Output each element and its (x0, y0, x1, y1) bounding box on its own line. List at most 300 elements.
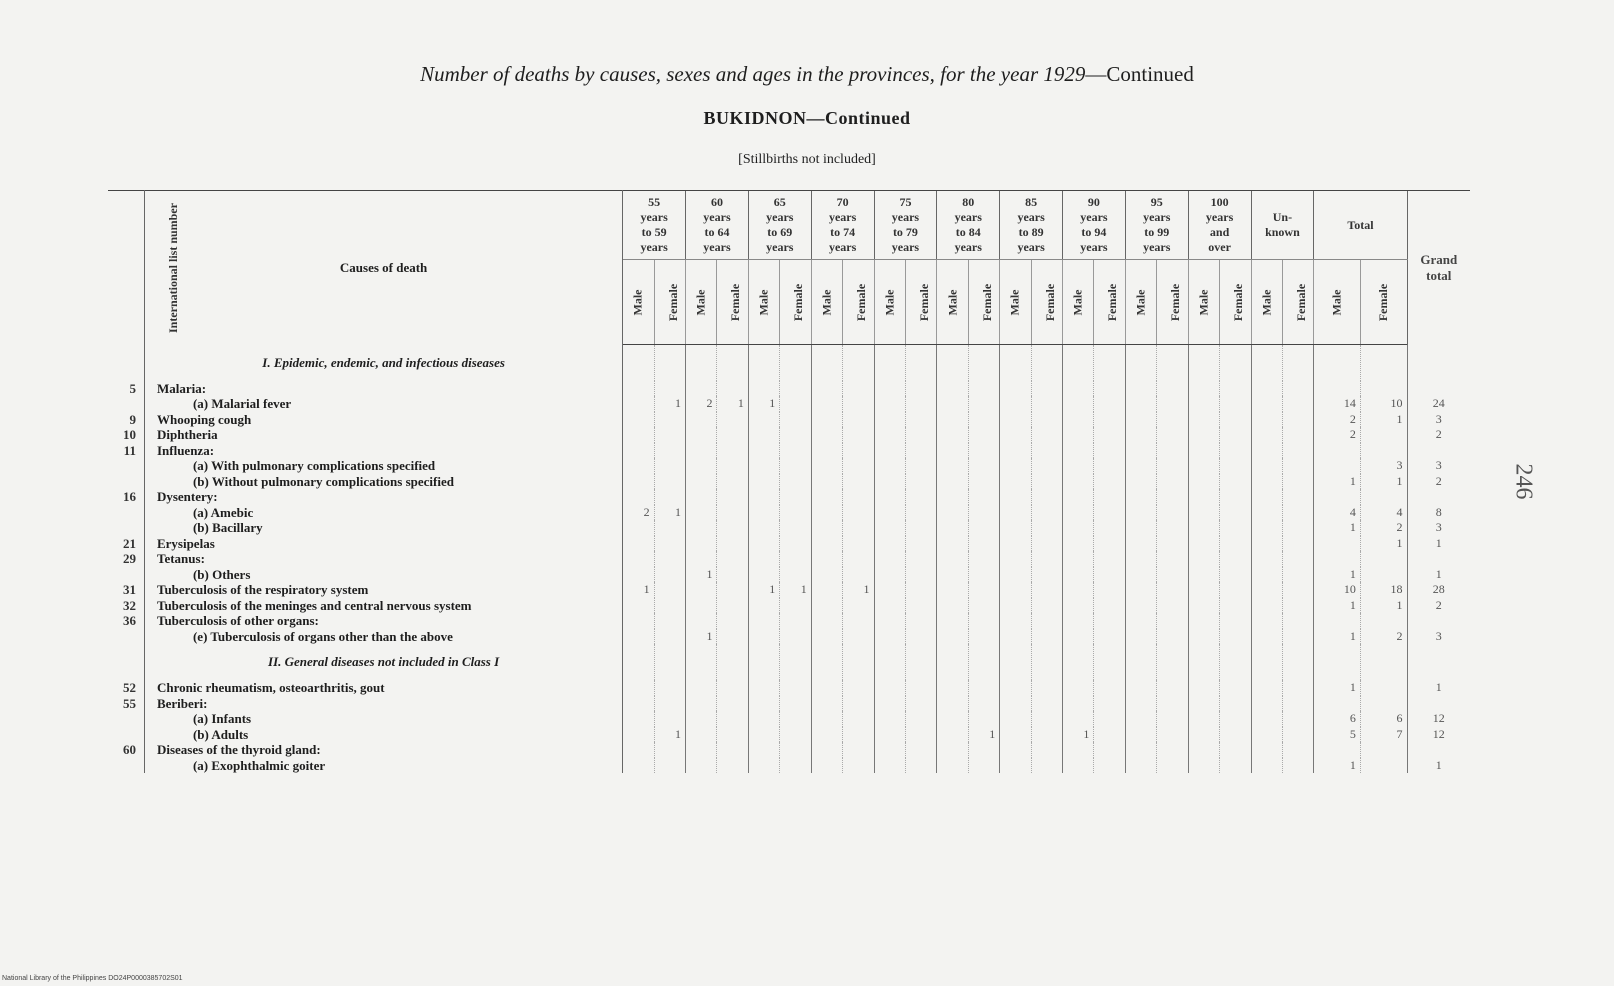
value-cell (1031, 613, 1062, 629)
value-cell (1282, 758, 1313, 774)
value-cell (1220, 629, 1251, 645)
value-cell (811, 613, 842, 629)
value-cell (1360, 680, 1407, 696)
value-cell (1220, 711, 1251, 727)
value-cell (874, 474, 905, 490)
value-cell (717, 696, 748, 712)
section-heading: II. General diseases not included in Class I (144, 644, 622, 680)
value-cell: 1 (1314, 629, 1361, 645)
value-cell (1188, 742, 1219, 758)
sex-label: Female (1376, 283, 1391, 322)
sex-label: Male (630, 289, 645, 316)
value-cell (1125, 520, 1156, 536)
value-cell (1282, 696, 1313, 712)
grand-total-cell: 3 (1407, 412, 1470, 428)
value-cell (1360, 567, 1407, 583)
value-cell (1063, 427, 1094, 443)
title-text: Number of deaths by causes, sexes and ages in the provinces, for the year 1929 (420, 62, 1086, 86)
intl-number (108, 758, 144, 774)
value-cell (1031, 567, 1062, 583)
age-group-line: years (703, 210, 731, 224)
value-cell (1360, 381, 1407, 397)
value-cell (1125, 505, 1156, 521)
value-cell: 1 (623, 582, 654, 598)
value-cell: 1 (1314, 598, 1361, 614)
value-cell (1220, 644, 1251, 680)
value-cell (1314, 536, 1361, 552)
value-cell (811, 629, 842, 645)
cause-label: (b) Others (144, 567, 622, 583)
value-cell (843, 536, 874, 552)
value-cell (1188, 443, 1219, 459)
value-cell (1251, 427, 1282, 443)
sex-label: Male (1007, 289, 1022, 316)
value-cell (1000, 381, 1031, 397)
value-cell (1094, 696, 1125, 712)
value-cell (1188, 474, 1219, 490)
value-cell (780, 474, 811, 490)
intl-list-header (108, 191, 181, 345)
value-cell (623, 696, 654, 712)
value-cell (843, 567, 874, 583)
sex-label: Male (1329, 289, 1344, 316)
value-cell: 2 (623, 505, 654, 521)
value-cell (717, 505, 748, 521)
value-cell (623, 489, 654, 505)
value-cell (623, 711, 654, 727)
age-group-line: years (828, 210, 857, 224)
value-cell (1282, 443, 1313, 459)
cause-label: Diseases of the thyroid gland: (144, 742, 622, 758)
value-cell (843, 629, 874, 645)
value-cell (1220, 381, 1251, 397)
value-cell (1063, 505, 1094, 521)
value-cell (748, 381, 779, 397)
table-row (108, 443, 1470, 459)
value-cell (1000, 412, 1031, 428)
value-cell (811, 742, 842, 758)
value-cell (1157, 412, 1188, 428)
value-cell (1125, 427, 1156, 443)
value-cell (1063, 345, 1094, 381)
value-cell (748, 644, 779, 680)
value-cell (1157, 696, 1188, 712)
value-cell (1031, 582, 1062, 598)
value-cell (623, 613, 654, 629)
value-cell (874, 551, 905, 567)
value-cell (1220, 520, 1251, 536)
value-cell (1360, 758, 1407, 774)
value-cell (1000, 644, 1031, 680)
value-cell (1157, 443, 1188, 459)
value-cell (1251, 680, 1282, 696)
grand-total-header: Grand total (1407, 191, 1470, 345)
value-cell (1125, 567, 1156, 583)
value-cell (623, 412, 654, 428)
value-cell (1157, 742, 1188, 758)
value-cell (1063, 443, 1094, 459)
value-cell (968, 644, 999, 680)
value-cell (654, 629, 685, 645)
value-cell (1282, 536, 1313, 552)
value-cell (1063, 458, 1094, 474)
value-cell (748, 458, 779, 474)
value-cell (843, 474, 874, 490)
table-row (108, 458, 1470, 474)
value-cell (811, 489, 842, 505)
value-cell (1094, 520, 1125, 536)
value-cell (1063, 613, 1094, 629)
male-header (1251, 260, 1282, 345)
value-cell (780, 412, 811, 428)
value-cell: 1 (717, 396, 748, 412)
value-cell (1063, 396, 1094, 412)
value-cell: 1 (748, 582, 779, 598)
value-cell (1157, 536, 1188, 552)
value-cell (1094, 758, 1125, 774)
value-cell: 1 (1360, 598, 1407, 614)
value-cell (717, 458, 748, 474)
value-cell (968, 474, 999, 490)
sex-label: Male (693, 289, 708, 316)
age-group-line: years (828, 240, 857, 254)
age-group-header (1063, 191, 1126, 260)
value-cell (748, 613, 779, 629)
value-cell (1188, 536, 1219, 552)
value-cell (937, 680, 968, 696)
intl-number (108, 711, 144, 727)
value-cell (1063, 696, 1094, 712)
value-cell (968, 711, 999, 727)
value-cell (1031, 520, 1062, 536)
value-cell (1125, 489, 1156, 505)
value-cell: 4 (1314, 505, 1361, 521)
age-group-line: 75 (899, 195, 912, 209)
value-cell (623, 644, 654, 680)
female-header (1094, 260, 1125, 345)
value-cell (623, 443, 654, 459)
value-cell (1031, 458, 1062, 474)
grand-total-cell (1407, 644, 1470, 680)
value-cell (686, 644, 717, 680)
value-cell (1157, 727, 1188, 743)
age-group-line: 90 (1087, 195, 1100, 209)
value-cell (937, 474, 968, 490)
value-cell (874, 742, 905, 758)
value-cell (717, 644, 748, 680)
grand-total-cell (1407, 381, 1470, 397)
value-cell (1031, 696, 1062, 712)
value-cell (748, 551, 779, 567)
value-cell (905, 629, 936, 645)
table-row (108, 567, 1470, 583)
value-cell (905, 345, 936, 381)
value-cell (1220, 758, 1251, 774)
age-group-line: years (703, 240, 731, 254)
value-cell (1031, 758, 1062, 774)
value-cell (1000, 345, 1031, 381)
value-cell: 10 (1314, 582, 1361, 598)
value-cell (654, 489, 685, 505)
value-cell (654, 381, 685, 397)
grand-total-cell: 2 (1407, 474, 1470, 490)
intl-number (108, 567, 144, 583)
value-cell (937, 443, 968, 459)
value-cell (905, 520, 936, 536)
grand-total-cell: 3 (1407, 458, 1470, 474)
value-cell (1125, 644, 1156, 680)
value-cell (623, 396, 654, 412)
value-cell (843, 551, 874, 567)
value-cell (905, 536, 936, 552)
value-cell (1314, 551, 1361, 567)
age-group-line: years (1080, 240, 1108, 254)
age-group-line: 55 (648, 195, 661, 209)
age-group-line: to 64 (704, 225, 730, 239)
age-group-line: to 84 (955, 225, 981, 239)
value-cell: 1 (748, 396, 779, 412)
value-cell (748, 536, 779, 552)
value-cell (1094, 489, 1125, 505)
value-cell: 1 (1314, 567, 1361, 583)
value-cell: 2 (1314, 427, 1361, 443)
value-cell (780, 458, 811, 474)
intl-number: 21 (122, 535, 136, 551)
value-cell (937, 489, 968, 505)
value-cell (1220, 458, 1251, 474)
grand-total-cell (1407, 613, 1470, 629)
value-cell (1000, 567, 1031, 583)
value-cell (905, 381, 936, 397)
page-number: 246 (1510, 463, 1537, 500)
value-cell (1251, 567, 1282, 583)
table-row (108, 520, 1470, 536)
value-cell (1031, 489, 1062, 505)
value-cell (1063, 629, 1094, 645)
value-cell (905, 696, 936, 712)
value-cell (1188, 598, 1219, 614)
value-cell (1220, 598, 1251, 614)
value-cell (780, 742, 811, 758)
value-cell (1000, 758, 1031, 774)
value-cell (780, 551, 811, 567)
value-cell (1314, 458, 1361, 474)
age-group-line: to 59 (641, 225, 667, 239)
value-cell (686, 582, 717, 598)
grand-total-cell: 1 (1407, 567, 1470, 583)
value-cell (1188, 711, 1219, 727)
value-cell (937, 551, 968, 567)
value-cell (748, 489, 779, 505)
age-group-line: years (640, 240, 668, 254)
sex-label: Male (945, 289, 960, 316)
value-cell (1157, 582, 1188, 598)
sex-label: Female (728, 283, 743, 322)
value-cell (780, 345, 811, 381)
value-cell (717, 629, 748, 645)
value-cell: 1 (1360, 474, 1407, 490)
value-cell (968, 680, 999, 696)
value-cell (1031, 412, 1062, 428)
age-group-line: years (954, 240, 982, 254)
value-cell (686, 381, 717, 397)
table-note: [Stillbirths not included] (738, 152, 876, 167)
value-cell (843, 427, 874, 443)
value-cell (1157, 629, 1188, 645)
value-cell (1251, 758, 1282, 774)
value-cell (1220, 345, 1251, 381)
age-group-header (623, 191, 686, 260)
value-cell: 1 (968, 727, 999, 743)
value-cell (1360, 345, 1407, 381)
value-cell (686, 680, 717, 696)
value-cell (1282, 567, 1313, 583)
value-cell (968, 489, 999, 505)
age-group-line: 65 (773, 195, 786, 209)
title-suffix: —Continued (1085, 62, 1194, 86)
value-cell (1063, 711, 1094, 727)
value-cell (717, 427, 748, 443)
value-cell (937, 582, 968, 598)
value-cell (686, 727, 717, 743)
value-cell (937, 458, 968, 474)
table-row (108, 582, 1470, 598)
value-cell: 1 (654, 396, 685, 412)
value-cell (1220, 443, 1251, 459)
value-cell (1220, 613, 1251, 629)
value-cell (748, 474, 779, 490)
grand-total-cell: 28 (1407, 582, 1470, 598)
value-cell (717, 474, 748, 490)
intl-number (108, 345, 144, 381)
table-row (108, 711, 1470, 727)
value-cell (1063, 758, 1094, 774)
value-cell (905, 598, 936, 614)
value-cell (1125, 458, 1156, 474)
male-header (811, 260, 842, 345)
value-cell (1251, 443, 1282, 459)
value-cell (1031, 427, 1062, 443)
cause-label: (b) Bacillary (144, 520, 622, 536)
value-cell (1125, 536, 1156, 552)
value-cell (654, 520, 685, 536)
value-cell: 4 (1360, 505, 1407, 521)
value-cell (1000, 505, 1031, 521)
value-cell (780, 536, 811, 552)
age-group-line: years (1143, 210, 1171, 224)
value-cell (780, 567, 811, 583)
table-row (108, 489, 1470, 505)
value-cell: 1 (686, 567, 717, 583)
value-cell (686, 505, 717, 521)
value-cell (1188, 381, 1219, 397)
sex-label: Female (1294, 283, 1309, 322)
causes-header: Causes of death (144, 191, 622, 345)
value-cell (1157, 474, 1188, 490)
value-cell (748, 629, 779, 645)
value-cell (811, 458, 842, 474)
intl-list-label: International list number (166, 202, 181, 333)
value-cell (1157, 598, 1188, 614)
age-group-line: 60 (710, 195, 723, 209)
value-cell (717, 711, 748, 727)
value-cell (811, 396, 842, 412)
value-cell (654, 758, 685, 774)
value-cell (843, 680, 874, 696)
value-cell (1282, 396, 1313, 412)
value-cell (1220, 505, 1251, 521)
value-cell (780, 644, 811, 680)
value-cell (1282, 345, 1313, 381)
value-cell (780, 598, 811, 614)
intl-number: 55 (122, 695, 136, 711)
value-cell (905, 727, 936, 743)
value-cell (1094, 711, 1125, 727)
intl-number (108, 520, 144, 536)
value-cell (1094, 458, 1125, 474)
value-cell: 2 (1360, 520, 1407, 536)
cause-label: (e) Tuberculosis of organs other than the above (144, 629, 622, 645)
age-group-header (1125, 191, 1188, 260)
value-cell (874, 727, 905, 743)
table-row (108, 758, 1470, 774)
value-cell (748, 598, 779, 614)
value-cell (1220, 474, 1251, 490)
age-group-header (937, 191, 1000, 260)
age-group-line: 70 (836, 195, 849, 209)
value-cell (1157, 345, 1188, 381)
sex-label: Female (1168, 283, 1183, 322)
value-cell (1188, 458, 1219, 474)
value-cell (905, 474, 936, 490)
value-cell (1251, 582, 1282, 598)
value-cell (686, 598, 717, 614)
value-cell (1157, 551, 1188, 567)
age-group-line: years (1080, 210, 1108, 224)
value-cell (968, 551, 999, 567)
value-cell (748, 520, 779, 536)
value-cell (905, 567, 936, 583)
value-cell (1157, 489, 1188, 505)
value-cell (1157, 458, 1188, 474)
intl-number: 10 (122, 427, 136, 442)
age-group-line: years (1017, 240, 1045, 254)
value-cell (1063, 536, 1094, 552)
sex-label: Female (854, 283, 869, 322)
intl-number: 5 (129, 380, 136, 396)
value-cell: 3 (1360, 458, 1407, 474)
value-cell (1188, 567, 1219, 583)
cause-label: Chronic rheumatism, osteoarthritis, gout (144, 680, 622, 696)
value-cell (905, 396, 936, 412)
value-cell (1360, 613, 1407, 629)
female-header (1360, 260, 1407, 345)
value-cell (1188, 644, 1219, 680)
value-cell (968, 505, 999, 521)
intl-number: 36 (122, 613, 136, 628)
value-cell (1063, 598, 1094, 614)
value-cell (968, 582, 999, 598)
value-cell (1094, 412, 1125, 428)
grand-total-cell (1407, 742, 1470, 758)
value-cell (1282, 474, 1313, 490)
value-cell (937, 696, 968, 712)
value-cell (937, 727, 968, 743)
value-cell (748, 758, 779, 774)
value-cell (1157, 711, 1188, 727)
value-cell (905, 613, 936, 629)
value-cell (1220, 412, 1251, 428)
